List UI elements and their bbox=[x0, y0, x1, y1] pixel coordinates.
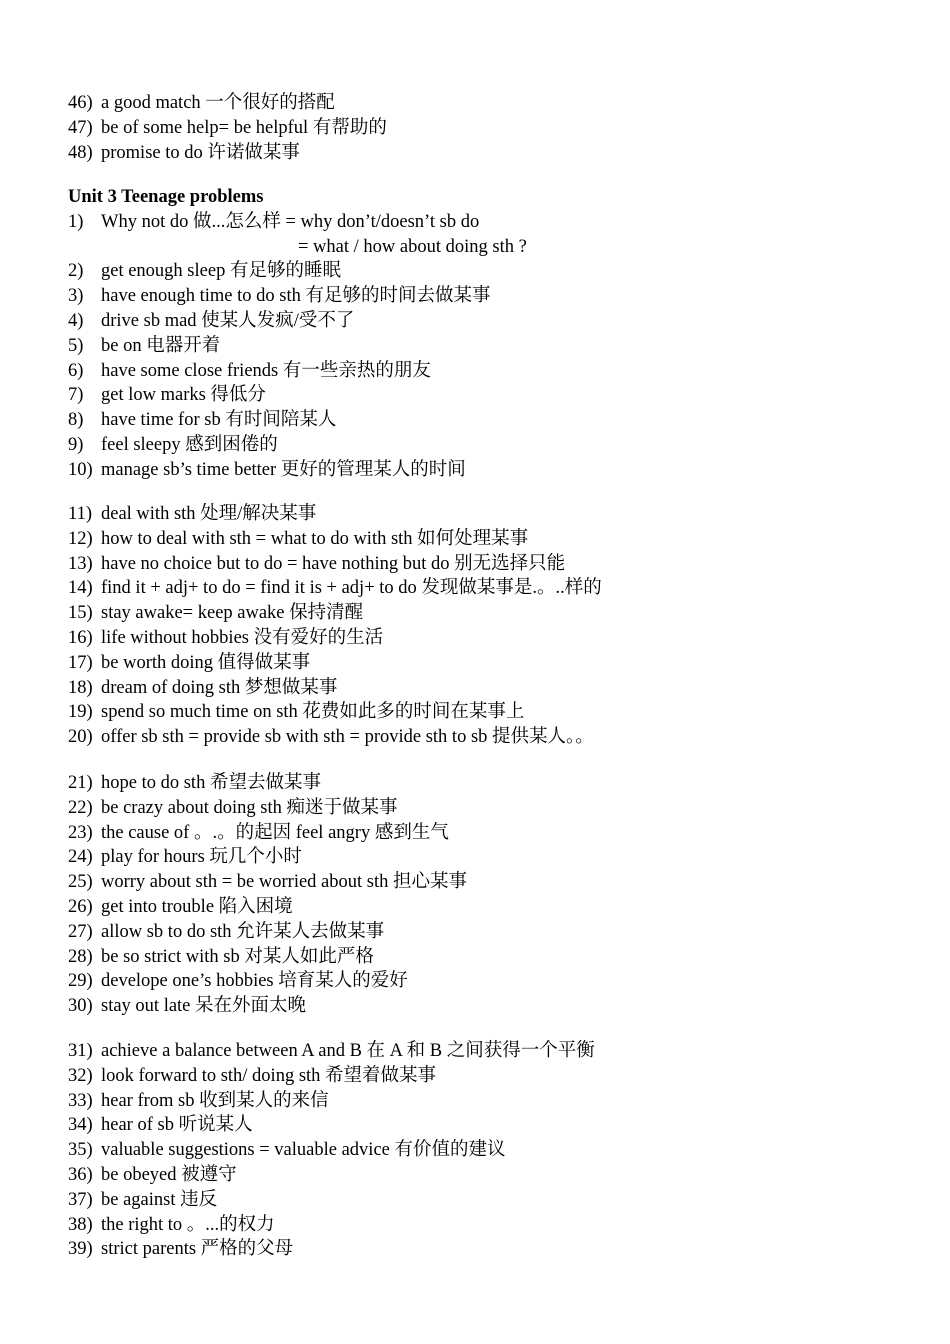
item-number: 20) bbox=[68, 727, 93, 748]
list-item bbox=[68, 91, 888, 116]
item-text: hope to do sth 希望去做某事 bbox=[101, 773, 321, 793]
list-item bbox=[68, 259, 888, 284]
list-item bbox=[68, 141, 888, 166]
item-text: stay awake= keep awake 保持清醒 bbox=[101, 603, 364, 624]
item-number: 3) bbox=[68, 286, 84, 307]
item-number: 17) bbox=[68, 652, 93, 673]
item-number: 2) bbox=[68, 261, 84, 282]
item-number: 24) bbox=[68, 847, 93, 868]
item-text: hear of sb 听说某人 bbox=[101, 1115, 253, 1136]
item-number: 25) bbox=[68, 872, 93, 893]
item-number: 28) bbox=[68, 946, 93, 967]
list-item bbox=[68, 870, 888, 895]
item-text: drive sb mad 使某人发疯/受不了 bbox=[101, 310, 355, 331]
item-number: 11) bbox=[68, 504, 92, 524]
list-item bbox=[68, 359, 888, 384]
list-item bbox=[68, 502, 888, 527]
item-text: have some close friends 有一些亲热的朋友 bbox=[101, 360, 431, 381]
item-number: 1) bbox=[68, 211, 84, 232]
item-number: 16) bbox=[68, 627, 93, 648]
items-group-3 bbox=[68, 771, 888, 1019]
item-text: have enough time to do sth 有足够的时间去做某事 bbox=[101, 286, 491, 307]
item-text: the right to 。...的权力 bbox=[101, 1214, 275, 1235]
list-item bbox=[68, 895, 888, 920]
item-text: be obeyed 被遵守 bbox=[101, 1164, 237, 1185]
item-number: 4) bbox=[68, 310, 84, 331]
item-text: be of some help= be helpful 有帮助的 bbox=[101, 117, 387, 138]
item-number: 35) bbox=[68, 1140, 93, 1161]
item-text: manage sb’s time better 更好的管理某人的时间 bbox=[101, 459, 466, 480]
list-item bbox=[68, 821, 888, 846]
item-text: get into trouble 陷入困境 bbox=[101, 896, 293, 917]
list-item bbox=[68, 845, 888, 870]
list-item bbox=[68, 626, 888, 651]
item-number: 9) bbox=[68, 434, 84, 455]
item-text: how to deal with sth = what to do with sth 如何处理某事 bbox=[101, 528, 529, 549]
list-item bbox=[68, 1064, 888, 1089]
item-text: allow sb to do sth 允许某人去做某事 bbox=[101, 921, 385, 942]
list-item bbox=[68, 725, 888, 750]
item-number: 47) bbox=[68, 117, 93, 138]
item-number: 12) bbox=[68, 528, 93, 549]
list-item bbox=[68, 601, 888, 626]
unit-heading: Unit 3 Teenage problems bbox=[68, 187, 264, 207]
item-number: 30) bbox=[68, 996, 93, 1017]
item-text: be so strict with sb 对某人如此严格 bbox=[101, 946, 374, 967]
item-text: = what / how about doing sth ? bbox=[298, 236, 527, 257]
list-item bbox=[68, 945, 888, 970]
item-text: promise to do 许诺做某事 bbox=[101, 142, 300, 163]
item-number: 38) bbox=[68, 1214, 93, 1235]
item-number: 36) bbox=[68, 1164, 93, 1185]
items-group-2 bbox=[68, 502, 888, 750]
unit-section bbox=[68, 185, 888, 483]
item-text: find it + adj+ to do = find it is + adj+ to do 发现做某事是.。..样的 bbox=[101, 578, 602, 599]
list-item-continuation bbox=[68, 235, 888, 260]
list-item bbox=[68, 771, 888, 796]
list-item bbox=[68, 676, 888, 701]
item-number: 14) bbox=[68, 578, 93, 599]
list-item bbox=[68, 994, 888, 1019]
list-item bbox=[68, 1089, 888, 1114]
list-item bbox=[68, 1213, 888, 1238]
item-text: have time for sb 有时间陪某人 bbox=[101, 410, 337, 431]
item-text: valuable suggestions = valuable advice 有价值的建议 bbox=[101, 1140, 506, 1161]
item-number: 22) bbox=[68, 797, 93, 818]
list-item bbox=[68, 576, 888, 601]
item-number: 29) bbox=[68, 971, 93, 992]
item-text: offer sb sth = provide sb with sth = provide sth to sb 提供某人。。 bbox=[101, 727, 594, 748]
top-items-list bbox=[68, 91, 888, 165]
list-item bbox=[68, 1138, 888, 1163]
list-item bbox=[68, 796, 888, 821]
item-text: be worth doing 值得做某事 bbox=[101, 652, 311, 673]
item-text: hear from sb 收到某人的来信 bbox=[101, 1090, 329, 1111]
list-item bbox=[68, 1237, 888, 1262]
list-item bbox=[68, 1188, 888, 1213]
item-number: 31) bbox=[68, 1041, 93, 1061]
item-text: get enough sleep 有足够的睡眠 bbox=[101, 261, 341, 282]
list-item bbox=[68, 1163, 888, 1188]
item-text: be crazy about doing sth 痴迷于做某事 bbox=[101, 797, 398, 818]
item-number: 39) bbox=[68, 1239, 93, 1260]
list-item bbox=[68, 700, 888, 725]
item-number: 21) bbox=[68, 773, 93, 793]
list-item bbox=[68, 116, 888, 141]
item-text: be against 违反 bbox=[101, 1189, 218, 1210]
list-item bbox=[68, 920, 888, 945]
item-number: 13) bbox=[68, 553, 93, 574]
items-group-4 bbox=[68, 1039, 888, 1262]
item-number: 34) bbox=[68, 1115, 93, 1136]
item-number: 48) bbox=[68, 142, 93, 163]
item-number: 8) bbox=[68, 410, 84, 431]
item-text: deal with sth 处理/解决某事 bbox=[101, 504, 317, 524]
item-number: 6) bbox=[68, 360, 84, 381]
list-item bbox=[68, 1039, 888, 1064]
item-text: the cause of 。.。的起因 feel angry 感到生气 bbox=[101, 822, 449, 843]
list-item bbox=[68, 210, 888, 235]
item-text: develope one’s hobbies 培育某人的爱好 bbox=[101, 971, 408, 992]
item-number: 15) bbox=[68, 603, 93, 624]
item-number: 33) bbox=[68, 1090, 93, 1111]
item-text: Why not do 做...怎么样 = why don’t/doesn’t sb do bbox=[101, 211, 480, 232]
item-text: achieve a balance between A and B 在 A 和 B 之间获得一个平衡 bbox=[101, 1041, 595, 1061]
item-number: 18) bbox=[68, 677, 93, 698]
item-text: worry about sth = be worried about sth 担心某事 bbox=[101, 872, 467, 893]
item-text: a good match 一个很好的搭配 bbox=[101, 93, 335, 113]
item-text: be on 电器开着 bbox=[101, 335, 221, 356]
item-number: 10) bbox=[68, 459, 93, 480]
list-item bbox=[68, 383, 888, 408]
item-text: stay out late 呆在外面太晚 bbox=[101, 996, 307, 1017]
item-number: 7) bbox=[68, 385, 84, 406]
item-number: 23) bbox=[68, 822, 93, 843]
list-item bbox=[68, 969, 888, 994]
list-item bbox=[68, 334, 888, 359]
item-text: feel sleepy 感到困倦的 bbox=[101, 434, 278, 455]
item-text: have no choice but to do = have nothing but do 别无选择只能 bbox=[101, 553, 566, 574]
item-text: life without hobbies 没有爱好的生活 bbox=[101, 627, 384, 648]
item-number: 5) bbox=[68, 335, 84, 356]
list-item bbox=[68, 433, 888, 458]
item-number: 19) bbox=[68, 702, 93, 723]
list-item bbox=[68, 458, 888, 483]
item-text: look forward to sth/ doing sth 希望着做某事 bbox=[101, 1065, 437, 1086]
list-item bbox=[68, 651, 888, 676]
item-number: 37) bbox=[68, 1189, 93, 1210]
item-number: 26) bbox=[68, 896, 93, 917]
list-item bbox=[68, 309, 888, 334]
item-text: dream of doing sth 梦想做某事 bbox=[101, 677, 338, 698]
item-text: spend so much time on sth 花费如此多的时间在某事上 bbox=[101, 702, 525, 723]
item-number: 32) bbox=[68, 1065, 93, 1086]
item-text: play for hours 玩几个小时 bbox=[101, 847, 302, 868]
item-number: 46) bbox=[68, 93, 93, 113]
list-item bbox=[68, 1113, 888, 1138]
item-number: 27) bbox=[68, 921, 93, 942]
list-item bbox=[68, 408, 888, 433]
item-text: strict parents 严格的父母 bbox=[101, 1239, 294, 1260]
list-item bbox=[68, 527, 888, 552]
list-item bbox=[68, 284, 888, 309]
list-item bbox=[68, 552, 888, 577]
item-text: get low marks 得低分 bbox=[101, 385, 266, 406]
